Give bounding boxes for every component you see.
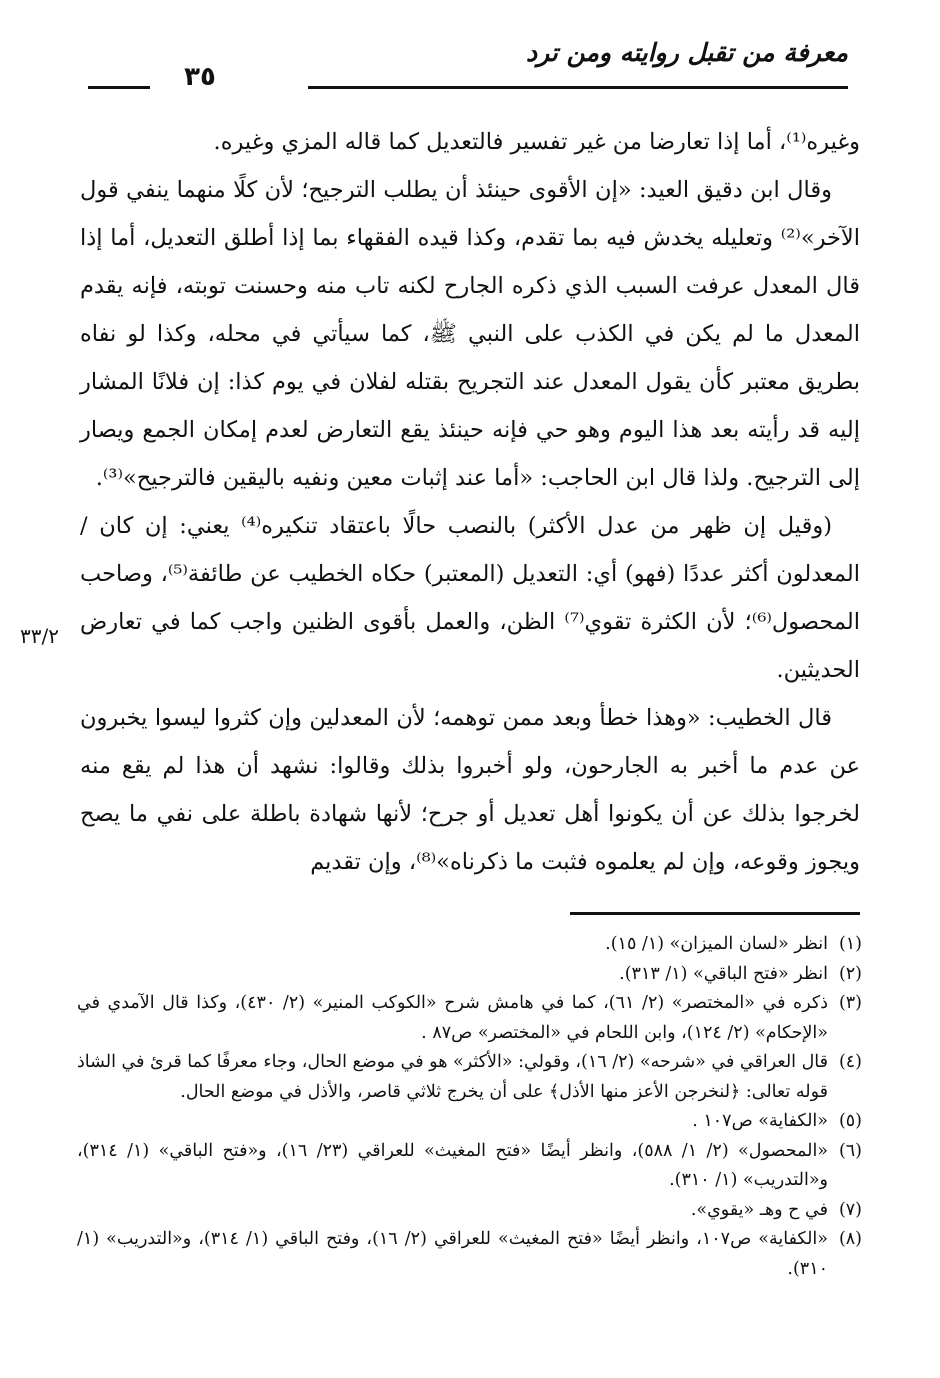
paragraph: (وقيل إن ظهر من عدل الأكثر) بالنصب حالًا باعتقاد تنكيره⁽⁴⁾ يعني: إن كان / المعدلون أكثر عددًا (فهو) أي: التعديل (المعتبر) حكاه الخطيب عن طائفة⁽⁵⁾، وصاحب المحصول⁽⁶⁾؛ لأن الكثرة تقوي⁽⁷⁾ الظن، والعمل بأقوى الظنين واجب كما في تعارض الحديثين. [80, 513, 860, 683]
footnote-number: (١) [838, 934, 862, 954]
footnote [77, 989, 862, 1048]
footnote-text: «المحصول» (٢/ ١/ ٥٨٨)، وانظر أيضًا «فتح المغيث» للعراقي (٢٣/ ١٦)، و«فتح الباقي» (١/ ٣١٤)، و«التدريب» (١/ ٣١٠). [77, 1140, 829, 1190]
footnote-number: (٣) [838, 993, 862, 1013]
footnote-text: انظر «فتح الباقي» (١/ ٣١٣). [619, 963, 828, 984]
footnote [77, 960, 862, 990]
page-number: ٣٥ [184, 62, 216, 92]
footnote-number: (٧) [838, 1199, 862, 1220]
footnote-text: «الكفاية» ص١٠٧ . [692, 1111, 828, 1131]
margin-page-reference: ٣٣/٢ [20, 624, 59, 648]
paragraph: وقال ابن دقيق العيد: «إن الأقوى حينئذ أن يطلب الترجيح؛ لأن كلًا منهما ينفي قول الآخر»⁽²⁾ وتعليله يخدش فيه بما تقدم، وكذا قيده الفقهاء بما إذا أطلق التعديل، أما إذا قال المعدل عرفت السبب الذي ذكره الجارح لكنه تاب منه وحسنت توبته، فإنه يقدم المعدل ما لم يكن في الكذب على النبي ﷺ، كما سيأتي في محله، وكذا لو نفاه بطريق معتبر كأن يقول المعدل عند التجريح بقتله لفلان في يوم كذا: إن فلانًا المشار إليه قد رأيته بعد هذا اليوم وهو حي فإنه حينئذ يقع التعارض لعدم إمكان الجمع ويصار إلى الترجيح. ولذا قال ابن الحاجب: «أما عند إثبات معين ونفيه باليقين فالترجيح»⁽³⁾. [80, 177, 860, 491]
footnote [77, 930, 862, 960]
running-title: معرفة من تقبل روايته ومن ترد [526, 38, 848, 67]
footnote [77, 1137, 862, 1196]
footnote-number: (٤) [838, 1052, 862, 1072]
footnote [77, 1196, 862, 1226]
footnote-text: «الكفاية» ص١٠٧، وانظر أيضًا «فتح المغيث» للعراقي (٢/ ١٦)، وفتح الباقي (١/ ٣١٤)، و«التدريب» (١/ ٣١٠). [77, 1229, 828, 1279]
footnote-number: (٨) [838, 1229, 862, 1249]
footnote-number: (٥) [838, 1111, 862, 1131]
main-text [80, 118, 860, 886]
header-rule-short [88, 86, 150, 89]
footnote [77, 1048, 862, 1107]
footnote-number: (٢) [838, 963, 862, 984]
footnote-text: قال العراقي في «شرحه» (٢/ ١٦)، وقولي: «الأكثر» هو في موضع الحال، وجاء معرفًا كما قرئ في الشاذ قوله تعالى: ﴿لنخرجن الأعز منها الأذل﴾ على أن يخرج ثلاثي قاصر، والأذل في موضع الحال. [77, 1052, 828, 1102]
paragraph: قال الخطيب: «وهذا خطأ وبعد ممن توهمه؛ لأن المعدلين وإن كثروا ليسوا يخبرون عن عدم ما أخبر به الجارحون، ولو أخبروا بذلك وقالوا: نشهد أن هذا لم يقع منه لخرجوا بذلك عن أن يكونوا أهل تعديل أو جرح؛ لأنها شهادة باطلة على نفي ما يصح ويجوز وقوعه، وإن لم يعلموه فثبت ما ذكرناه»⁽⁸⁾، وإن تقديم [80, 705, 860, 875]
paragraph: وغيره⁽¹⁾، أما إذا تعارضا من غير تفسير فالتعديل كما قاله المزي وغيره. [213, 129, 860, 155]
footnote [77, 1225, 862, 1284]
footnote-separator [570, 912, 860, 915]
footnote-text: ذكره في «المختصر» (٢/ ٦١)، كما في هامش شرح «الكوكب المنير» (٢/ ٤٣٠)، وكذا قال الآمدي في «الإحكام» (٢/ ١٢٤)، وابن اللحام في «المختصر» ص٨٧ . [77, 993, 828, 1043]
footnotes [77, 930, 862, 1284]
footnote [77, 1107, 862, 1137]
footnote-number: (٦) [838, 1140, 862, 1161]
footnote-text: في ح وهـ «يقوي». [690, 1199, 828, 1220]
header-rule [308, 86, 848, 89]
footnote-text: انظر «لسان الميزان» (١/ ١٥). [605, 934, 828, 954]
